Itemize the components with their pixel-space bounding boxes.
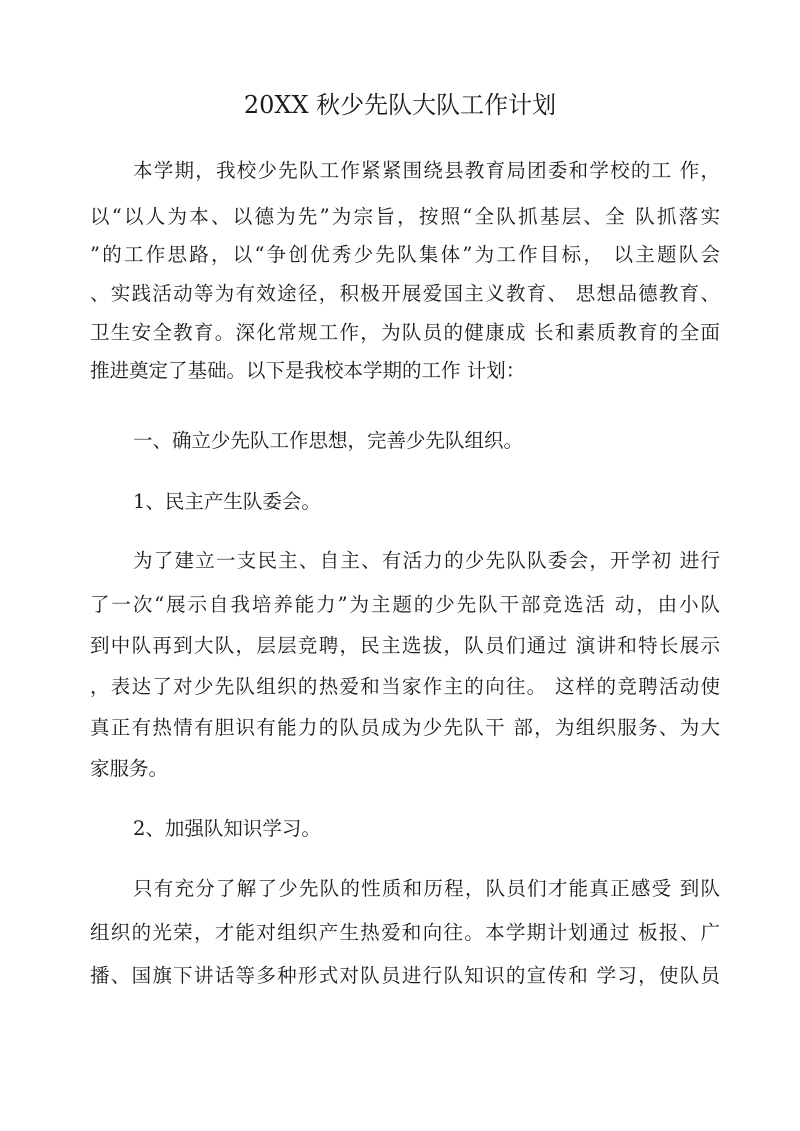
paragraph-line: 为了建立一支民主、自主、有活力的少先队队委会，开学初 进行 <box>133 549 720 572</box>
paragraph-line: 真正有热情有胆识有能力的队员成为少先队干 部，为组织服务、为大 <box>90 716 720 739</box>
intro-line: 推进奠定了基础。以下是我校本学期的工作 计划： <box>90 359 526 382</box>
paragraph-line: 播、国旗下讲话等多种形式对队员进行队知识的宣传和 学习，使队员 <box>90 964 720 987</box>
intro-line: 本学期，我校少先队工作紧紧围绕县教育局团委和学校的工 作， <box>133 159 720 182</box>
section-heading: 一、确立少先队工作思想，完善少先队组织。 <box>133 429 524 452</box>
intro-line: 卫生安全教育。深化常规工作，为队员的健康成 长和素质教育的全面 <box>90 321 720 344</box>
paragraph-line: 家服务。 <box>90 757 169 780</box>
paragraph-line: 组织的光荣，才能对组织产生热爱和向往。本学期计划通过 板报、广 <box>90 921 720 944</box>
page-title: 20XX 秋少先队大队工作计划 <box>243 91 557 119</box>
paragraph-line: 只有充分了解了少先队的性质和历程，队员们才能真正感受 到队 <box>133 877 720 900</box>
intro-line: 以“以人为本、以德为先”为宗旨，按照“全队抓基层、全 队抓落实 <box>90 205 720 228</box>
paragraph-line: 了一次“展示自我培养能力”为主题的少先队干部竞选活 动，由小队 <box>90 593 720 616</box>
subsection-heading: 1、民主产生队委会。 <box>133 490 321 513</box>
intro-line: ”的工作思路，以“争创优秀少先队集体”为工作目标， 以主题队会 <box>90 243 720 266</box>
paragraph-line: 到中队再到大队，层层竞聘，民主选拔，队员们通过 演讲和特长展示 <box>90 634 720 657</box>
intro-line: 、实践活动等为有效途径，积极开展爱国主义教育、 思想品德教育、 <box>90 282 720 305</box>
paragraph-line: ，表达了对少先队组织的热爱和当家作主的向往。 这样的竞聘活动使 <box>90 675 720 698</box>
subsection-heading: 2、加强队知识学习。 <box>133 817 321 840</box>
